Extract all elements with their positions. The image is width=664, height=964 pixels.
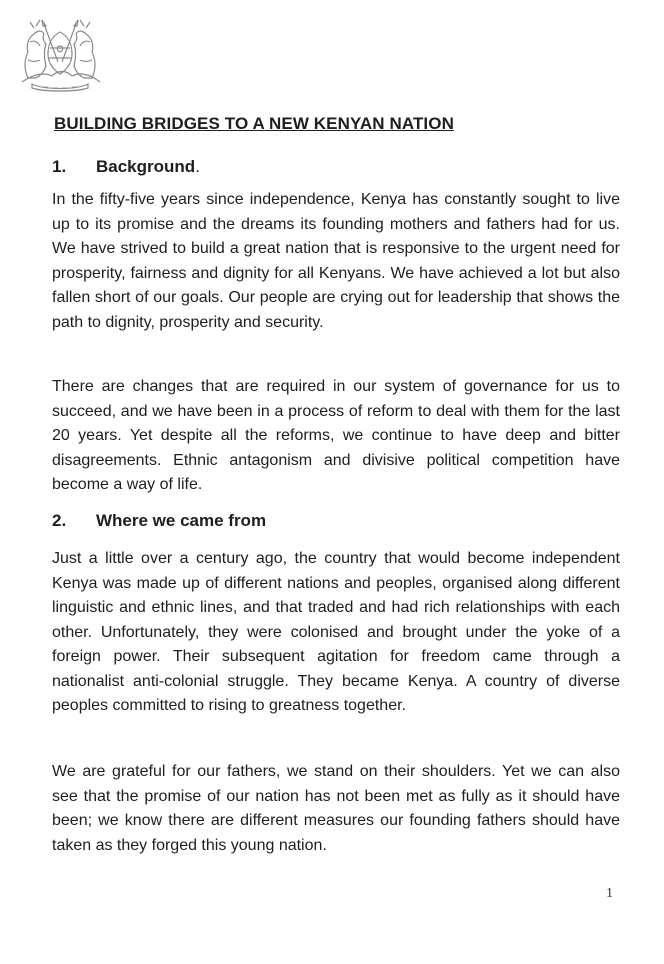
paragraph: There are changes that are required in our system of governance for us to succeed, and we have been in a process of reform to deal with them for the last 20 years. Yet despite all the reforms, we continue to have deep and bitter disagreements. Ethnic antagonism and divisive political competition have become a way of life. [52,378,620,493]
section-title-suffix: . [195,157,200,176]
section-heading-background [52,157,200,177]
section-heading-where-we-came-from [52,511,266,531]
page-number: 1 [606,886,613,901]
document-title: BUILDING BRIDGES TO A NEW KENYAN NATION [54,114,454,133]
section-number: 2. [52,511,67,530]
section-title: Where we came from [96,511,267,530]
paragraph: Just a little over a century ago, the country that would become independent Kenya was made up of different nations and peoples, organised along different linguistic and ethnic lines, and that traded and had rich relationships with each other. Unfortunately, they were colonised and brought under the yoke of a foreign power. Their subsequent agitation for freedom came through a nationalist anti-colonial struggle. They became Kenya. A country of diverse peoples committed to rising to greatness together. [52,550,620,714]
paragraph: We are grateful for our fathers, we stand on their shoulders. Yet we can also see that the promise of our nation has not been met as fully as it should have been; we know there are different measures our founding fathers should have taken as they forged this young nation. [52,763,620,854]
paragraph: In the fifty-five years since independence, Kenya has constantly sought to live up to its promise and the dreams its founding mothers and fathers had for us. We have strived to build a great nation that is responsive to the urgent need for prosperity, fairness and dignity for all Kenyans. We have achieved a lot but also fallen short of our goals. Our people are crying out for leadership that shows the path to dignity, prosperity and security. [52,191,620,331]
kenya-coat-of-arms-icon [14,12,106,92]
section-title: Background [96,157,196,176]
section-number: 1. [52,157,67,176]
